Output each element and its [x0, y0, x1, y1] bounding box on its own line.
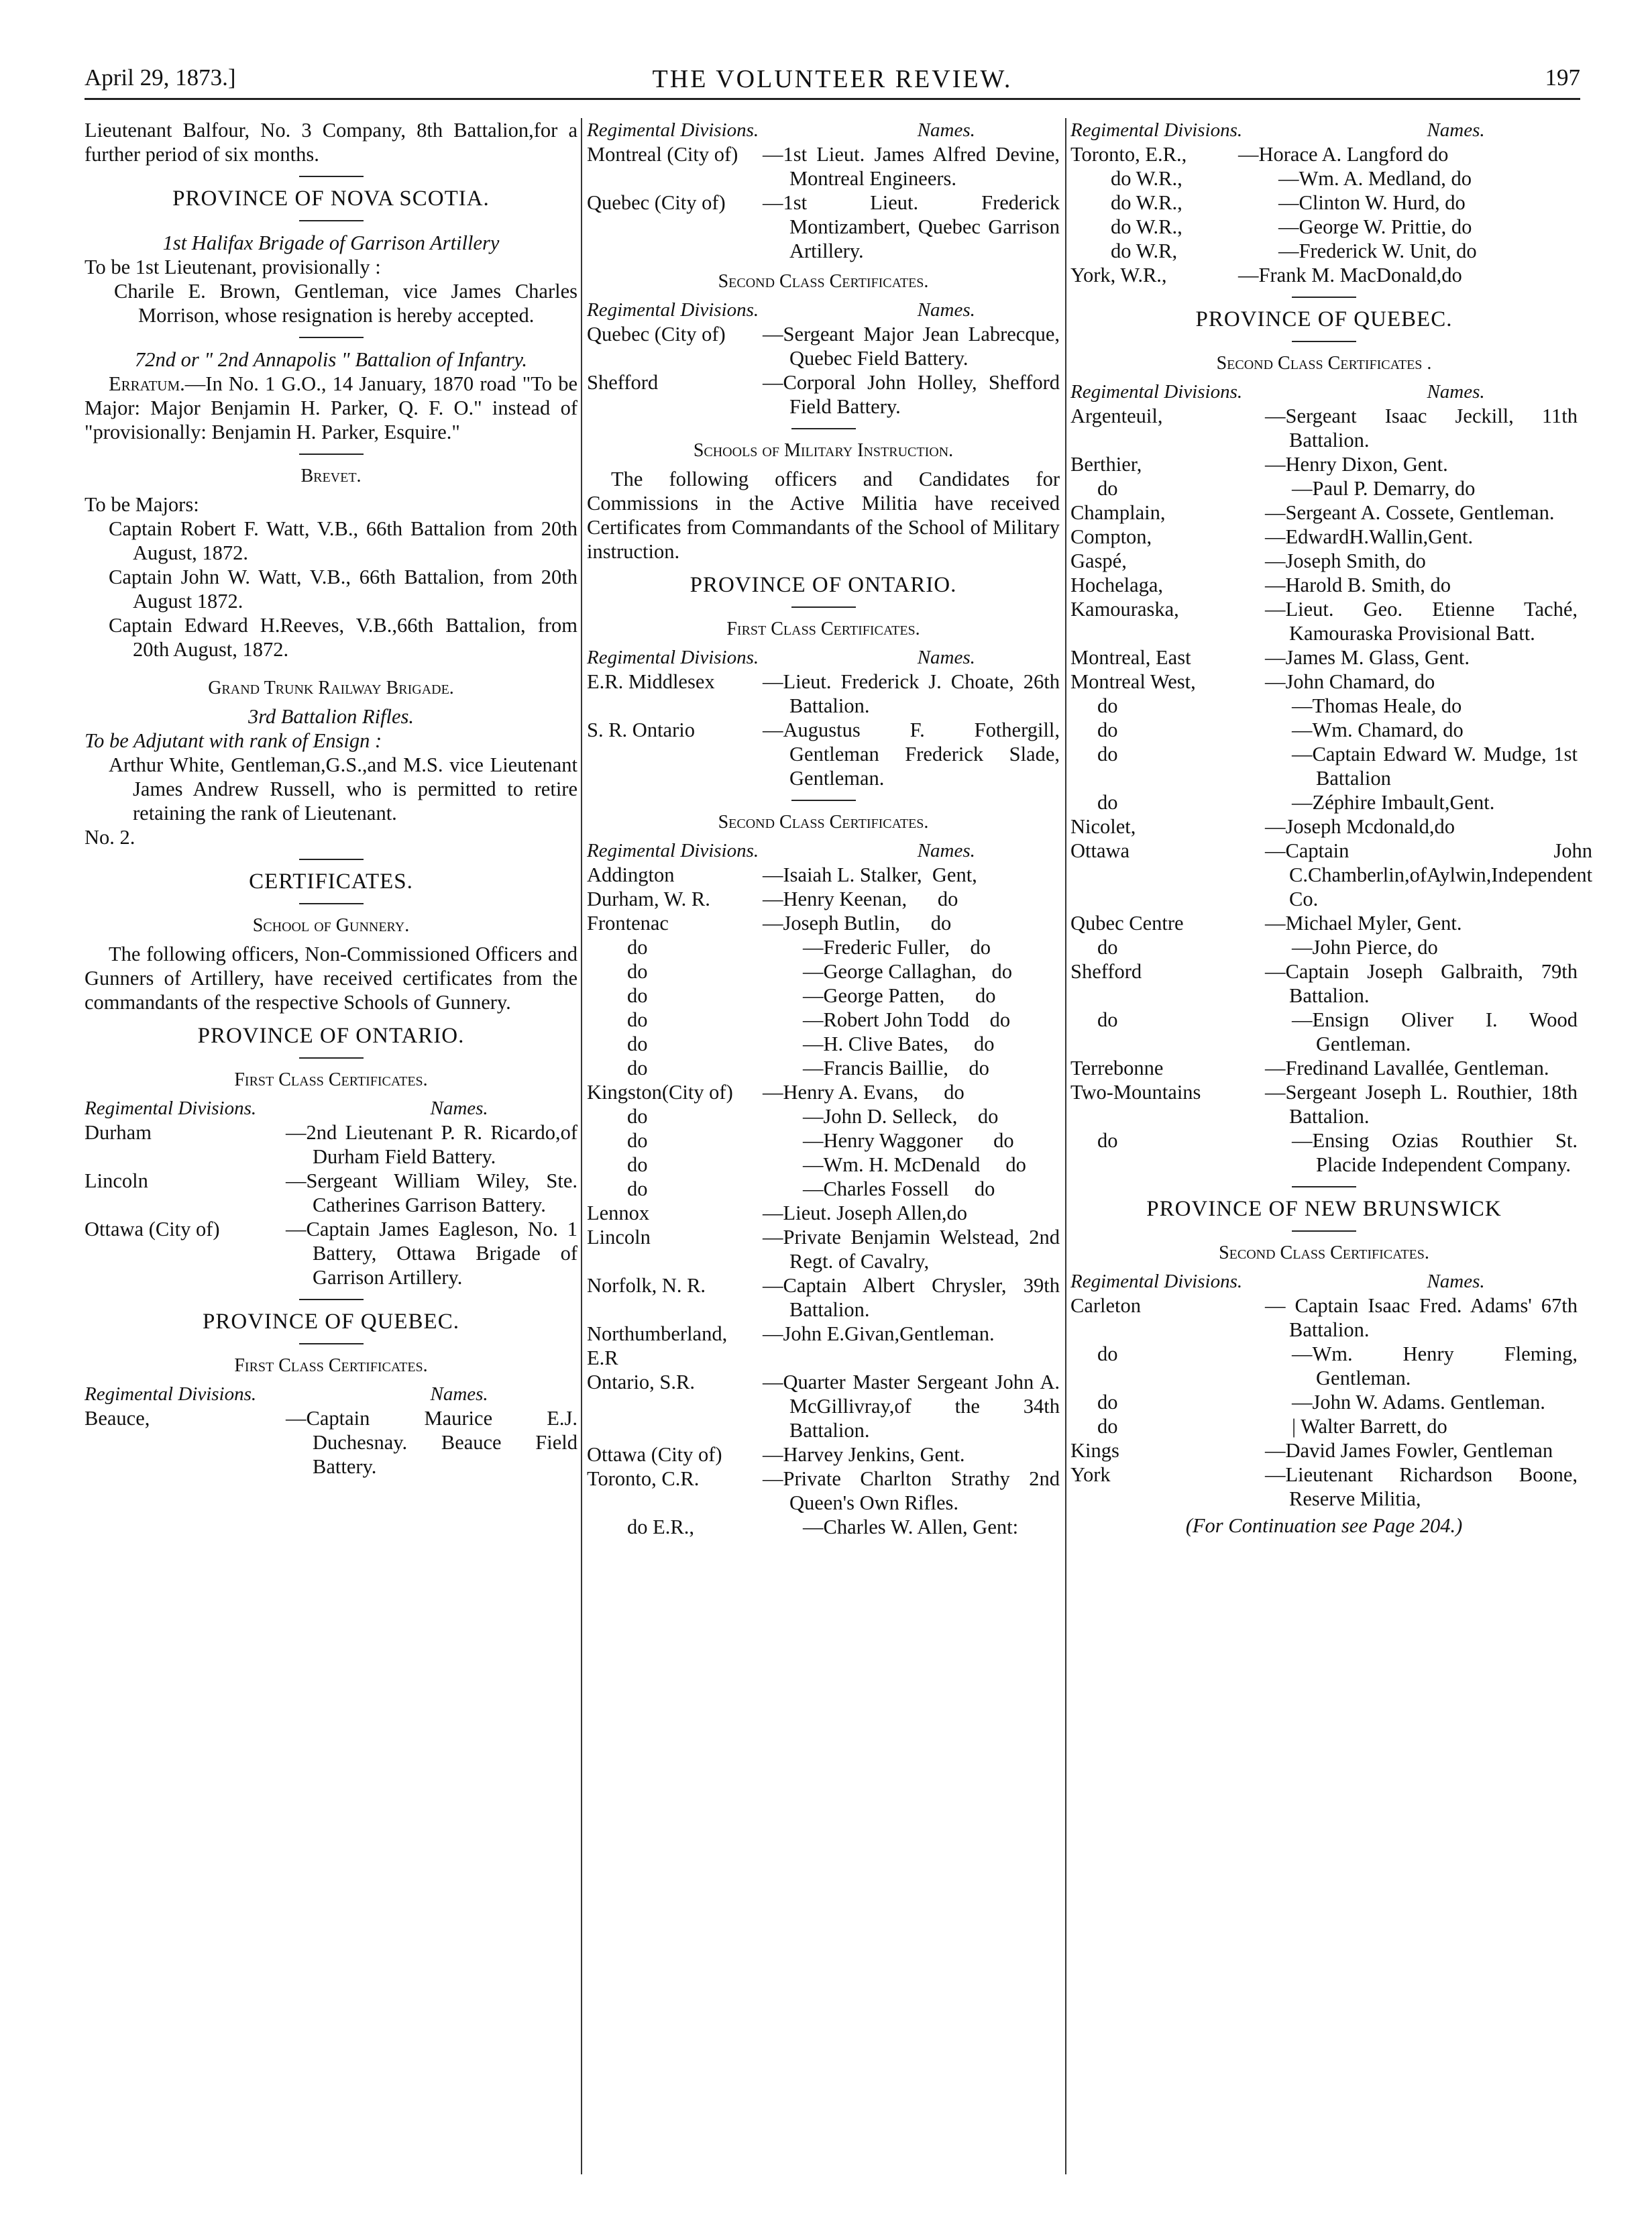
name-cell: —Wm. Chamard, do	[1292, 719, 1464, 741]
separator	[299, 859, 364, 860]
name-cell: —John W. Adams. Gentleman.	[1292, 1391, 1545, 1414]
separator	[299, 220, 364, 221]
erratum-text: —In No. 1 G.O., 14 January, 1870 road "To be Major: Major Benjamin H. Parker, Q. F. O." instead of "provisionally: Benjamin H. Parker, Esquire."	[85, 372, 577, 443]
division-cell: do	[627, 1177, 648, 1200]
division-cell: York, W.R.,	[1070, 264, 1167, 286]
table-header	[587, 118, 1060, 142]
table-row	[587, 959, 1060, 984]
column-header-divisions: Regimental Divisions.	[587, 119, 759, 141]
name-cell: —James M. Glass, Gent.	[1265, 646, 1470, 669]
table-row	[587, 1032, 1060, 1056]
table-row	[1070, 911, 1578, 935]
table-row	[85, 1217, 577, 1289]
name-cell: —Frank M. MacDonald,do	[1238, 264, 1462, 286]
table-row	[587, 670, 1060, 718]
table-row	[1070, 239, 1578, 263]
section-heading: PROVINCE OF NEW BRUNSWICK	[1146, 1197, 1502, 1221]
table-row	[1070, 597, 1578, 645]
separator	[791, 800, 856, 801]
table-row	[1070, 452, 1578, 476]
division-cell: Lincoln	[85, 1169, 148, 1192]
column-header-names: Names.	[917, 119, 975, 141]
column-header-divisions: Regimental Divisions.	[587, 299, 759, 321]
name-cell: —Clinton W. Hurd, do	[1278, 191, 1466, 214]
division-cell: Argenteuil,	[1070, 405, 1163, 427]
page-number: 197	[1545, 64, 1580, 91]
table-row	[587, 984, 1060, 1008]
section-heading: PROVINCE OF ONTARIO.	[690, 573, 957, 597]
separator	[299, 176, 364, 177]
column-3	[1070, 118, 1593, 1538]
appointment-line: To be Adjutant with rank of Ensign :	[85, 729, 382, 752]
name-cell: —John D. Selleck, do	[803, 1105, 999, 1128]
division-cell: Berthier,	[1070, 453, 1142, 476]
column-rule	[1065, 118, 1066, 2174]
division-cell: S. R. Ontario	[587, 719, 695, 741]
division-cell: Quebec (City of)	[587, 191, 726, 214]
table-row	[587, 1467, 1060, 1515]
column-header-names: Names.	[917, 647, 975, 668]
division-cell: Toronto, E.R.,	[1070, 143, 1187, 166]
division-cell: do	[627, 1105, 648, 1128]
table-row	[587, 718, 1060, 790]
table-header	[85, 1096, 577, 1120]
division-cell: do W.R.,	[1111, 167, 1182, 190]
name-cell: —George Patten, do	[803, 984, 996, 1007]
column-header-divisions: Regimental Divisions.	[85, 1383, 257, 1405]
table-row	[1070, 814, 1578, 839]
division-cell: do W.R.,	[1111, 191, 1182, 214]
division-cell: Quebec (City of)	[587, 323, 726, 346]
appointment-line: To be 1st Lieutenant, provisionally :	[85, 256, 381, 278]
intro-text: Lieutenant Balfour, No. 3 Company, 8th Battalion,for a further period of six months.	[85, 119, 577, 166]
order-number: No. 2.	[85, 826, 135, 849]
division-cell: Qubec Centre	[1070, 912, 1184, 935]
table-row	[1070, 1128, 1578, 1177]
name-cell: —Joseph Butlin, do	[763, 912, 952, 935]
table-row	[1070, 694, 1578, 718]
paragraph: The following officers and Candidates for Commissions in the Active Militia have received Certificates from Commandants of the School of Military instruction.	[587, 468, 1060, 563]
newspaper-title: THE VOLUNTEER REVIEW.	[652, 65, 1013, 93]
division-cell: do	[627, 1032, 648, 1055]
column-header-names: Names.	[1427, 381, 1485, 403]
table-row	[587, 935, 1060, 959]
table-row	[1070, 476, 1578, 500]
column-header-names: Names.	[430, 1383, 488, 1405]
division-cell: do	[1097, 1391, 1118, 1414]
section-heading: PROVINCE OF ONTARIO.	[197, 1024, 465, 1048]
division-cell: do	[1097, 791, 1118, 814]
division-cell: Montreal (City of)	[587, 143, 738, 166]
table-row	[1070, 1056, 1578, 1080]
division-cell: Ottawa (City of)	[85, 1218, 220, 1240]
name-cell: —Isaiah L. Stalker, Gent,	[763, 863, 977, 886]
table-row	[587, 1153, 1060, 1177]
division-cell: Carleton	[1070, 1294, 1142, 1317]
name-cell: —1st Lieut. Frederick Montizambert, Quebec Garrison Artillery.	[763, 191, 1060, 262]
section-heading: School of Gunnery.	[252, 915, 410, 936]
column-header-names: Names.	[1427, 1271, 1485, 1292]
table-row	[587, 887, 1060, 911]
division-cell: do	[1097, 477, 1118, 500]
division-cell: Northumberland, E.R	[587, 1322, 728, 1369]
name-cell: — Captain Isaac Fred. Adams' 67th Battalion.	[1265, 1294, 1578, 1341]
table-row	[587, 863, 1060, 887]
paragraph: The following officers, Non-Commissioned Officers and Gunners of Artillery, have received certificates from the commandants of the respective Schools of Gunnery.	[85, 943, 577, 1014]
division-cell: do	[627, 1153, 648, 1176]
table-row	[85, 1120, 577, 1169]
table-row	[85, 1169, 577, 1217]
table-row	[587, 142, 1060, 191]
name-cell: —Henry Waggoner do	[803, 1129, 1014, 1152]
name-cell: —Wm. H. McDenald do	[803, 1153, 1026, 1176]
name-cell: —Henry A. Evans, do	[763, 1081, 965, 1104]
division-cell: Lincoln	[587, 1226, 651, 1249]
name-cell: —Sergeant Major Jean Labrecque, Quebec Field Battery.	[763, 323, 1060, 370]
section-heading: Schools of Military Instruction.	[693, 440, 954, 461]
name-cell: —2nd Lieutenant P. R. Ricardo,of Durham Field Battery.	[286, 1121, 577, 1168]
name-cell: —John Pierce, do	[1292, 936, 1438, 959]
table-row	[1070, 1414, 1578, 1438]
table-row	[1070, 1342, 1578, 1390]
unit-heading: 3rd Battalion Rifles.	[247, 705, 415, 728]
name-cell: —George W. Prittie, do	[1278, 215, 1472, 238]
division-cell: do	[1097, 743, 1118, 765]
list-item: Captain John W. Watt, V.B., 66th Battalion, from 20th August 1872.	[109, 566, 577, 613]
division-cell: do	[1097, 1342, 1118, 1365]
table-row	[1070, 263, 1578, 287]
unit-heading: 1st Halifax Brigade of Garrison Artillery	[162, 231, 500, 254]
division-cell: do	[627, 1008, 648, 1031]
table-row	[1070, 959, 1578, 1008]
table-row	[1070, 1008, 1578, 1056]
table-row	[1070, 670, 1578, 694]
name-cell: —Lieut. Joseph Allen,do	[763, 1202, 967, 1224]
table-row	[587, 1273, 1060, 1322]
table-row	[1070, 142, 1578, 166]
name-cell: —Augustus F. Fothergill, Gentleman Frederick Slade, Gentleman.	[763, 719, 1060, 790]
column-header-divisions: Regimental Divisions.	[1070, 1271, 1243, 1292]
division-cell: do	[1097, 694, 1118, 717]
name-cell: —Captain James Eagleson, No. 1 Battery, Ottawa Brigade of Garrison Artillery.	[286, 1218, 577, 1289]
table-row	[1070, 1438, 1578, 1463]
name-cell: —Charles W. Allen, Gent:	[803, 1516, 1019, 1538]
name-cell: —Private Benjamin Welstead, 2nd Regt. of Cavalry,	[763, 1226, 1060, 1273]
table-row	[587, 322, 1060, 370]
certificate-heading: Second Class Certificates .	[1216, 353, 1432, 374]
table-row	[587, 1515, 1060, 1539]
section-heading: PROVINCE OF QUEBEC.	[203, 1310, 459, 1334]
table-row	[1070, 500, 1578, 525]
table-row	[587, 1370, 1060, 1442]
name-cell: —H. Clive Bates, do	[803, 1032, 995, 1055]
table-row	[85, 1406, 577, 1479]
table-header	[1070, 380, 1578, 404]
list-item: Captain Robert F. Watt, V.B., 66th Battalion from 20th August, 1872.	[109, 517, 577, 564]
column-header-divisions: Regimental Divisions.	[587, 840, 759, 861]
table-row	[1070, 1463, 1578, 1511]
certificate-heading: Second Class Certificates.	[718, 271, 929, 292]
name-cell: —1st Lieut. James Alfred Devine, Montreal Engineers.	[763, 143, 1060, 190]
name-cell: —Frederick W. Unit, do	[1278, 240, 1477, 262]
table-row	[1070, 404, 1578, 452]
table-row	[587, 1225, 1060, 1273]
name-cell: —Ensign Oliver I. Wood Gentleman.	[1292, 1008, 1578, 1055]
separator	[1292, 1230, 1356, 1232]
table-row	[587, 1104, 1060, 1128]
table-row	[1070, 935, 1578, 959]
division-cell: Addington	[587, 863, 675, 886]
brevet-heading: Brevet.	[300, 466, 362, 486]
name-cell: —Lieutenant Richardson Boone, Reserve Militia,	[1265, 1463, 1578, 1510]
name-cell: —Wm. A. Medland, do	[1278, 167, 1472, 190]
division-cell: Compton,	[1070, 525, 1152, 548]
separator	[1292, 297, 1356, 298]
column-header-divisions: Regimental Divisions.	[85, 1098, 257, 1119]
division-cell: York	[1070, 1463, 1111, 1486]
table-header	[587, 839, 1060, 863]
separator	[791, 428, 856, 429]
section-heading: PROVINCE OF QUEBEC.	[1195, 307, 1453, 331]
division-cell: Lennox	[587, 1202, 650, 1224]
table-row	[587, 1201, 1060, 1225]
table-row	[1070, 718, 1578, 742]
table-row	[1070, 573, 1578, 597]
separator	[299, 1299, 364, 1300]
name-cell: —EdwardH.Wallin,Gent.	[1265, 525, 1474, 548]
division-cell: do	[627, 936, 648, 959]
table-row	[587, 1322, 1060, 1370]
division-cell: do	[1097, 1415, 1118, 1438]
table-row	[1070, 645, 1578, 670]
name-cell: —Frederic Fuller, do	[803, 936, 991, 959]
name-cell: —Captain Maurice E.J. Duchesnay. Beauce Field Battery.	[286, 1407, 577, 1478]
division-cell: do	[627, 1129, 648, 1152]
name-cell: —Corporal John Holley, Shefford Field Battery.	[763, 371, 1060, 418]
section-heading: PROVINCE OF NOVA SCOTIA.	[172, 187, 490, 211]
certificate-heading: First Class Certificates.	[234, 1069, 428, 1090]
column-2	[587, 118, 1060, 1539]
division-cell: Durham	[85, 1121, 152, 1144]
name-cell: —Zéphire Imbault,Gent.	[1292, 791, 1495, 814]
division-cell: do	[1097, 1008, 1118, 1031]
division-cell: Shefford	[587, 371, 659, 394]
name-cell: —Captain John C.Chamberlin,ofAylwin,Independent Co.	[1265, 839, 1593, 910]
name-cell: —John E.Givan,Gentleman.	[763, 1322, 995, 1345]
name-cell: —Fredinand Lavallée, Gentleman.	[1265, 1057, 1549, 1079]
column-header-names: Names.	[917, 299, 975, 321]
separator	[299, 903, 364, 904]
table-row	[587, 1056, 1060, 1080]
division-cell: do W.R.,	[1111, 215, 1182, 238]
table-row	[587, 191, 1060, 263]
column-header-divisions: Regimental Divisions.	[1070, 381, 1243, 403]
division-cell: Toronto, C.R.	[587, 1467, 700, 1490]
division-cell: do	[627, 960, 648, 983]
certificate-heading: First Class Certificates.	[234, 1355, 428, 1376]
division-cell: Norfolk, N. R.	[587, 1274, 706, 1297]
division-cell: do	[1097, 936, 1118, 959]
appointment-text: Charile E. Brown, Gentleman, vice James Charles Morrison, whose resignation is hereby accepted.	[114, 280, 577, 327]
masthead	[85, 64, 1580, 100]
name-cell: —Thomas Heale, do	[1292, 694, 1462, 717]
separator	[299, 1057, 364, 1059]
division-cell: do	[1097, 719, 1118, 741]
table-row	[1070, 525, 1578, 549]
name-cell: —Henry Dixon, Gent.	[1265, 453, 1448, 476]
name-cell: —Lieut. Frederick J. Choate, 26th Battalion.	[763, 670, 1060, 717]
table-row	[587, 911, 1060, 935]
table-header	[587, 298, 1060, 322]
name-cell: —Sergeant A. Cossete, Gentleman.	[1265, 501, 1555, 524]
column-1	[85, 118, 577, 1479]
division-cell: Ontario, S.R.	[587, 1371, 695, 1393]
table-row	[1070, 1390, 1578, 1414]
division-cell: E.R. Middlesex	[587, 670, 715, 693]
table-row	[1070, 166, 1578, 191]
table-row	[1070, 839, 1593, 911]
division-cell: Shefford	[1070, 960, 1142, 983]
table-row	[1070, 549, 1578, 573]
table-header	[1070, 118, 1578, 142]
separator	[299, 1343, 364, 1344]
separator	[791, 606, 856, 608]
table-row	[1070, 215, 1578, 239]
unit-heading: 72nd or " 2nd Annapolis " Battalion of Infantry.	[134, 348, 528, 371]
division-cell: Ottawa (City of)	[587, 1443, 722, 1466]
name-cell: —Harvey Jenkins, Gent.	[763, 1443, 965, 1466]
name-cell: —Captain Joseph Galbraith, 79th Battalion.	[1265, 960, 1578, 1007]
table-row	[587, 1442, 1060, 1467]
table-row	[587, 1177, 1060, 1201]
division-cell: Terrebonne	[1070, 1057, 1164, 1079]
name-cell: —Sergeant William Wiley, Ste. Catherines Garrison Battery.	[286, 1169, 577, 1216]
column-header-names: Names.	[430, 1098, 488, 1119]
name-cell: —John Chamard, do	[1265, 670, 1435, 693]
table-header	[85, 1382, 577, 1406]
table-row	[1070, 790, 1578, 814]
name-cell: —Private Charlton Strathy 2nd Queen's Own Rifles.	[763, 1467, 1060, 1514]
erratum-paragraph	[85, 372, 577, 444]
column-header-names: Names.	[1427, 119, 1485, 141]
separator	[1292, 1186, 1356, 1187]
table-row	[1070, 1080, 1578, 1128]
short-entry-list	[587, 863, 1060, 1225]
erratum-label: Erratum.	[109, 372, 185, 395]
division-cell: Two-Mountains	[1070, 1081, 1201, 1104]
table-row	[1070, 742, 1578, 790]
name-cell: —Wm. Henry Fleming, Gentleman.	[1292, 1342, 1578, 1389]
certificate-heading: Second Class Certificates.	[1219, 1242, 1429, 1263]
division-cell: Ottawa	[1070, 839, 1130, 862]
name-cell: —David James Fowler, Gentleman	[1265, 1439, 1553, 1462]
name-cell: —Captain Edward W. Mudge, 1st Battalion	[1292, 743, 1578, 790]
name-cell: —Michael Myler, Gent.	[1265, 912, 1462, 935]
division-cell: Durham, W. R.	[587, 888, 710, 910]
name-cell: —George Callaghan, do	[803, 960, 1012, 983]
column-header-divisions: Regimental Divisions.	[587, 647, 759, 668]
division-cell: Kings	[1070, 1439, 1119, 1462]
column-header-names: Names.	[917, 840, 975, 861]
name-cell: —Francis Baillie, do	[803, 1057, 989, 1079]
division-cell: Nicolet,	[1070, 815, 1136, 838]
section-heading: CERTIFICATES.	[249, 869, 413, 894]
division-cell: Gaspé,	[1070, 549, 1127, 572]
division-cell: Kamouraska,	[1070, 598, 1179, 621]
name-cell: —Paul P. Demarry, do	[1292, 477, 1476, 500]
name-cell: —Sergeant Isaac Jeckill, 11th Battalion.	[1265, 405, 1578, 452]
division-cell: do E.R.,	[627, 1516, 694, 1538]
name-cell: | Walter Barrett, do	[1292, 1415, 1447, 1438]
certificate-heading: Second Class Certificates.	[718, 812, 929, 833]
table-row	[1070, 191, 1578, 215]
brevet-list	[85, 517, 577, 661]
table-row	[587, 370, 1060, 419]
name-cell: —Quarter Master Sergeant John A. McGillivray,of the 34th Battalion.	[763, 1371, 1060, 1442]
certificate-heading: First Class Certificates.	[726, 619, 920, 639]
name-cell: —Captain Albert Chrysler, 39th Battalion.	[763, 1274, 1060, 1321]
table-row	[1070, 1293, 1578, 1342]
name-cell: —Charles Fossell do	[803, 1177, 995, 1200]
section-heading: Grand Trunk Railway Brigade.	[208, 678, 454, 698]
table-header	[1070, 1269, 1578, 1293]
division-cell: Frontenac	[587, 912, 669, 935]
name-cell: —Ensing Ozias Routhier St. Placide Independent Company.	[1292, 1129, 1578, 1176]
list-item: Captain Edward H.Reeves, V.B.,66th Battalion, from 20th August, 1872.	[109, 614, 577, 661]
continuation-note: (For Continuation see Page 204.)	[1185, 1514, 1463, 1537]
issue-date: April 29, 1873.]	[85, 64, 236, 91]
separator	[299, 337, 364, 338]
table-header	[587, 645, 1060, 670]
table-row	[587, 1008, 1060, 1032]
division-cell: Beauce,	[85, 1407, 150, 1430]
table-row	[587, 1080, 1060, 1104]
name-cell: —Henry Keenan, do	[763, 888, 958, 910]
column-rule	[581, 118, 582, 2174]
separator	[299, 454, 364, 455]
column-header-divisions: Regimental Divisions.	[1070, 119, 1243, 141]
name-cell: —Lieut. Geo. Etienne Taché, Kamouraska Provisional Batt.	[1265, 598, 1578, 645]
name-cell: —Horace A. Langford do	[1238, 143, 1449, 166]
name-cell: —Joseph Mcdonald,do	[1265, 815, 1455, 838]
appointment-line: To be Majors:	[85, 493, 199, 516]
division-cell: Montreal West,	[1070, 670, 1196, 693]
division-cell: Champlain,	[1070, 501, 1166, 524]
name-cell: —Robert John Todd do	[803, 1008, 1011, 1031]
separator	[1292, 341, 1356, 342]
table-row	[587, 1128, 1060, 1153]
name-cell: —Joseph Smith, do	[1265, 549, 1426, 572]
name-cell: —Sergeant Joseph L. Routhier, 18th Battalion.	[1265, 1081, 1578, 1128]
division-cell: Montreal, East	[1070, 646, 1191, 669]
division-cell: do	[627, 1057, 648, 1079]
name-cell: —Harold B. Smith, do	[1265, 574, 1451, 596]
division-cell: Hochelaga,	[1070, 574, 1164, 596]
division-cell: do W.R,	[1111, 240, 1178, 262]
division-cell: do	[1097, 1129, 1118, 1152]
appointment-text: Arthur White, Gentleman,G.S.,and M.S. vice Lieutenant James Andrew Russell, who is permitted to retire retaining the rank of Lieutenant.	[109, 753, 577, 825]
division-cell: Kingston(City of)	[587, 1081, 733, 1104]
division-cell: do	[627, 984, 648, 1007]
